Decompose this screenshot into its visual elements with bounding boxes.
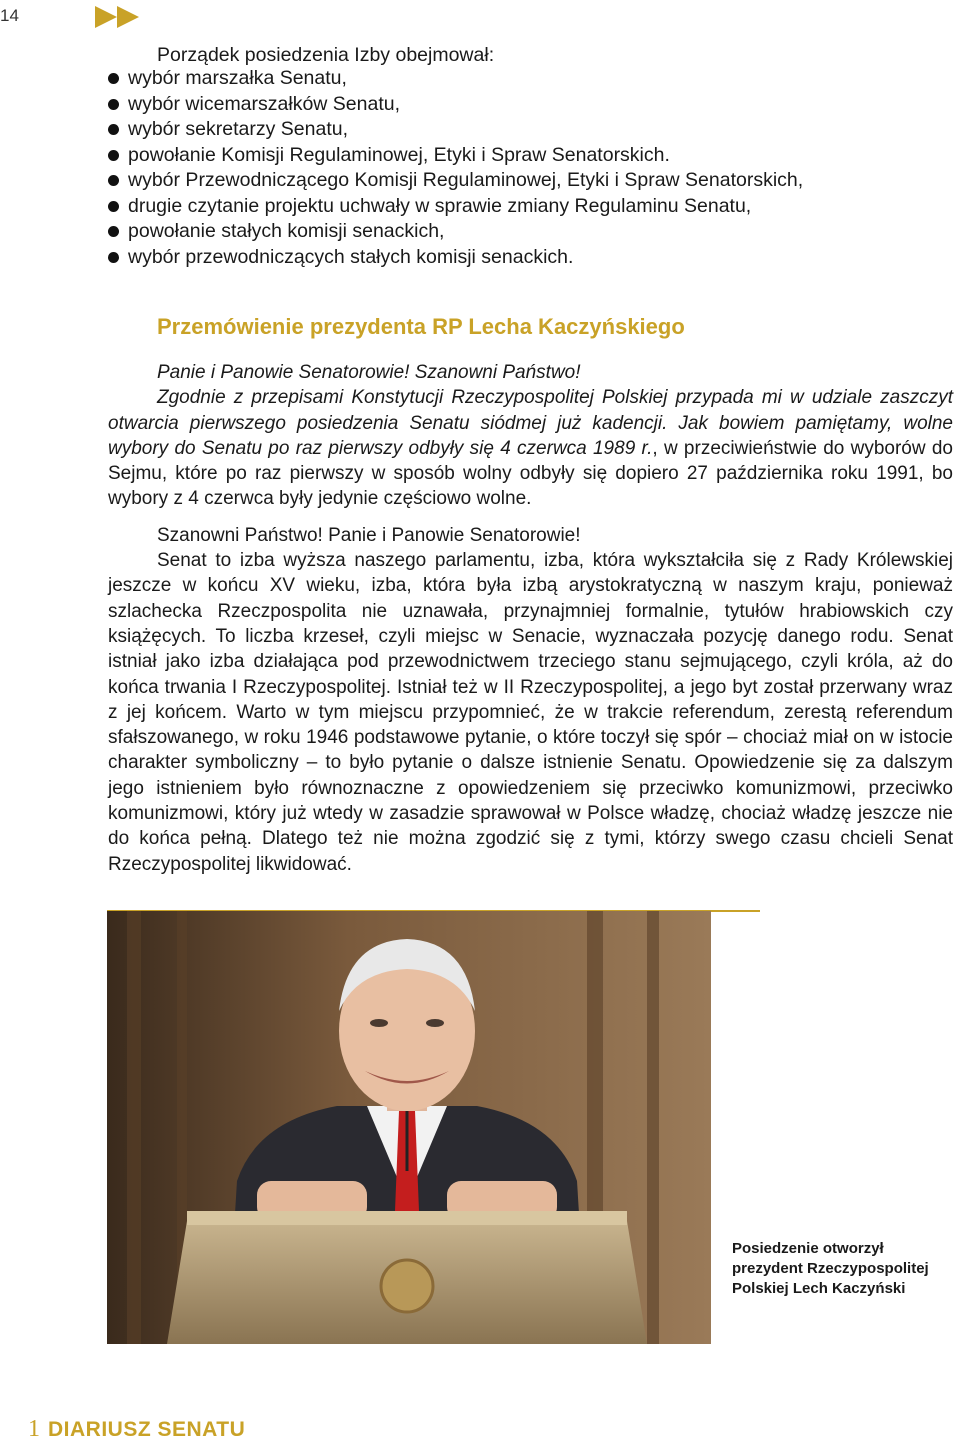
speech-paragraph-italic: Zgodnie z przepisami Konstytucji Rzeczypospolitej Polskiej przypada mi w udziale zaszczyt otwarcia pierwszego posiedzenia Senatu siódmej już kadencji. Jak bowiem pamiętamy, wolne wybory do Senatu po raz pierwszy odbyły się 4 czerwca 1989 r. xyxy=(108,387,953,459)
bullet-icon xyxy=(108,99,119,110)
list-item: powołanie Komisji Regulaminowej, Etyki i Spraw Senatorskich. xyxy=(108,143,803,169)
list-item: wybór marszałka Senatu, xyxy=(108,66,803,92)
agenda-intro: Porządek posiedzenia Izby obejmował: xyxy=(157,44,495,66)
speech-paragraph-rest: , w przeciwieństwie do wyborów do Sejmu, które po raz pierwszy w sposób wolny odbyły się dopiero 27 października roku 1991, bo wybory z 4 czerwca były jedynie częściowo wolne. xyxy=(108,437,953,510)
salutation: Szanowni Państwo! Panie i Panowie Senatorowie! xyxy=(157,524,581,546)
bullet-icon xyxy=(108,201,119,212)
double-arrow-icon xyxy=(95,6,143,28)
speech-paragraph xyxy=(108,385,953,511)
speech-heading: Przemówienie prezydenta RP Lecha Kaczyńskiego xyxy=(157,314,685,339)
photo-president-speaking xyxy=(107,911,711,1344)
bullet-icon xyxy=(108,226,119,237)
speech-paragraph: Senat to izba wyższa naszego parlamentu, izba, która wykształciła się z Rady Królewskiej jeszcze w końcu XV wieku, izba, która była izbą arystokratyczną w naszym kraju, ponieważ szlachecka Rzeczpospolita nie uznawała, przynajmniej formalnie, tytułów hrabiowskich czy książęcych. To liczba krzeseł, czyli miejsc w Senacie, wyznaczała pozycję danego rodu. Senat istniał jako izba działająca pod przewodnictwem trzeciego stanu sejmującego, czyli króla, aż do końca trwania I Rzeczypospolitej. Istniał też w II Rzeczypospolitej, a jego byt został przerwany wraz z jej końcem. Warto w tym miejscu przypomnieć, że w trakcie referendum, zerestą referendum sfałszowanego, w roku 1946 podstawowe pytanie, o które toczył się spór – chociaż miał on w istocie charakter symboliczny – to było pytanie o dalsze istnienie Senatu. Opowiedzenie się za dalszym jego istnieniem było równoznaczne z opowiedzeniem się przeciwko komunizmowi, przeciwko komunizmowi, który już wtedy w zasadzie sprawował w Polsce władzę, chociaż władzę jeszcze nie do końca pełną. Dlatego też nie można zgodzić się z tymi, którzy swego czasu chcieli Senat Rzeczypospolitej likwidować. xyxy=(108,550,953,875)
list-item: wybór sekretarzy Senatu, xyxy=(108,117,803,143)
bullet-icon xyxy=(108,124,119,135)
list-item: drugie czytanie projektu uchwały w sprawie zmiany Regulaminu Senatu, xyxy=(108,194,803,220)
list-item: powołanie stałych komisji senackich, xyxy=(108,219,803,245)
bullet-icon xyxy=(108,252,119,263)
agenda-list xyxy=(108,66,803,270)
list-item: wybór Przewodniczącego Komisji Regulaminowej, Etyki i Spraw Senatorskich, xyxy=(108,168,803,194)
bullet-icon xyxy=(108,175,119,186)
footer-title: DIARIUSZ SENATU xyxy=(48,1418,246,1441)
footer xyxy=(28,1416,245,1443)
salutation: Panie i Panowie Senatorowie! Szanowni Państwo! xyxy=(157,362,581,383)
page-number: 14 xyxy=(0,6,19,25)
bullet-icon xyxy=(108,73,119,84)
speech-body xyxy=(108,360,953,877)
list-item: wybór wicemarszałków Senatu, xyxy=(108,92,803,118)
footer-issue-number: 1 xyxy=(28,1416,40,1442)
list-item: wybór przewodniczących stałych komisji senackich. xyxy=(108,245,803,271)
photo-caption: Posiedzenie otworzył prezydent Rzeczypospolitej Polskiej Lech Kaczyński xyxy=(732,1240,929,1297)
bullet-icon xyxy=(108,150,119,161)
